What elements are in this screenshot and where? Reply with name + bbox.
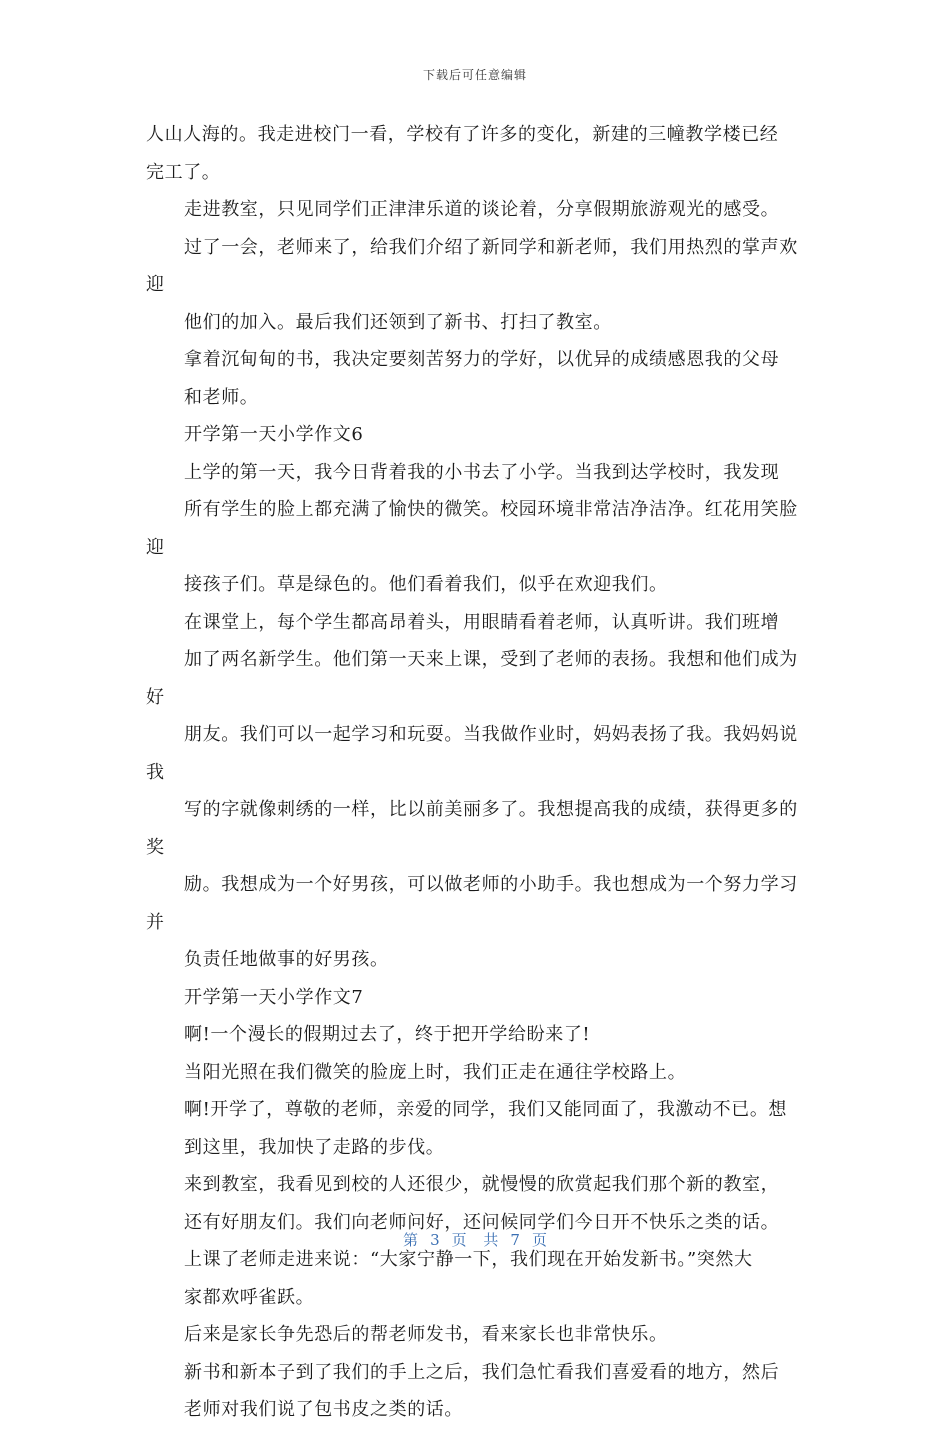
paragraph xyxy=(146,1016,810,1054)
text-line: 后来是家长争先恐后的帮老师发书，看来家长也非常快乐。 xyxy=(184,1324,668,1345)
paragraph xyxy=(146,416,810,454)
text-line: 和老师。 xyxy=(184,386,259,408)
text-line: 上课了老师走进来说：“大家宁静一下，我们现在开始发新书。”突然大 xyxy=(184,1249,753,1270)
text-line: 还有好朋友们。我们向老师问好，还问候同学们今日开不快乐之类的话。 xyxy=(184,1211,780,1233)
paragraph xyxy=(146,1054,810,1092)
text-line: 走进教室，只见同学们正津津乐道的谈论着，分享假期旅游观光的感受。 xyxy=(184,199,780,220)
text-line: 人山人海的。我走进校门一看，学校有了许多的变化，新建的三幢教学楼已经 xyxy=(146,124,779,145)
text-line: 完工了。 xyxy=(146,161,221,183)
text-line: 过了一会，老师来了，给我们介绍了新同学和新老师，我们用热烈的掌声欢迎 xyxy=(146,236,798,295)
paragraph xyxy=(146,1241,810,1316)
text-line: 励。我想成为一个好男孩，可以做老师的小助手。我也想成为一个努力学习并 xyxy=(146,874,798,933)
text-line: 到这里，我加快了走路的步伐。 xyxy=(184,1136,445,1158)
footer-total-pages: 7 xyxy=(510,1231,520,1249)
text-line: 写的字就像刺绣的一样，比以前美丽多了。我想提高我的成绩，获得更多的奖 xyxy=(146,799,798,858)
text-line: 来到教室，我看见到校的人还很少，就慢慢的欣赏起我们那个新的教室， xyxy=(184,1174,780,1195)
text-line: 所有学生的脸上都充满了愉快的微笑。校园环境非常洁净洁净。红花用笑脸迎 xyxy=(146,499,798,558)
text-line: 啊!开学了，尊敬的老师，亲爱的同学，我们又能同面了，我激动不已。想 xyxy=(184,1099,788,1120)
text-line: 朋友。我们可以一起学习和玩耍。当我做作业时，妈妈表扬了我。我妈妈说我 xyxy=(146,724,798,783)
paragraph xyxy=(146,1316,810,1354)
footer-suffix: 页 xyxy=(531,1231,547,1249)
text-line: 接孩子们。草是绿色的。他们看着我们，似乎在欢迎我们。 xyxy=(184,574,668,595)
paragraph xyxy=(146,979,810,1017)
paragraph xyxy=(146,341,810,416)
page-footer xyxy=(0,1229,950,1250)
paragraph xyxy=(146,1354,810,1429)
text-line: 他们的加入。最后我们还领到了新书、打扫了教室。 xyxy=(184,311,612,333)
footer-prefix: 第 xyxy=(403,1231,419,1249)
footer-middle: 页 共 xyxy=(451,1231,499,1249)
text-line: 开学第一天小学作文6 xyxy=(184,424,364,445)
text-line: 在课堂上，每个学生都高昂着头，用眼睛看着老师，认真听讲。我们班增 xyxy=(184,611,780,633)
text-line: 上学的第一天，我今日背着我的小书去了小学。当我到达学校时，我发现 xyxy=(184,461,780,483)
paragraph xyxy=(146,604,810,979)
text-line: 新书和新本子到了我们的手上之后，我们急忙看我们喜爱看的地方，然后 xyxy=(184,1361,780,1383)
paragraph xyxy=(146,191,810,341)
text-line: 加了两名新学生。他们第一天来上课，受到了老师的表扬。我想和他们成为好 xyxy=(146,649,798,708)
text-line: 开学第一天小学作文7 xyxy=(184,986,364,1008)
text-line: 家都欢呼雀跃。 xyxy=(184,1286,315,1308)
page-header: 下载后可任意编辑 xyxy=(422,68,527,82)
text-line: 啊!一个漫长的假期过去了，终于把开学给盼来了! xyxy=(184,1024,591,1045)
text-line: 老师对我们说了包书皮之类的话。 xyxy=(184,1399,463,1420)
text-line: 当阳光照在我们微笑的脸庞上时，我们正走在通往学校路上。 xyxy=(184,1061,687,1083)
text-line: 负责任地做事的好男孩。 xyxy=(184,949,389,970)
paragraph xyxy=(146,454,810,604)
footer-page-number: 3 xyxy=(430,1231,440,1249)
text-line: 拿着沉甸甸的书，我决定要刻苦努力的学好，以优异的成绩感恩我的父母 xyxy=(184,349,780,370)
paragraph xyxy=(146,116,810,191)
paragraph xyxy=(146,1091,810,1166)
